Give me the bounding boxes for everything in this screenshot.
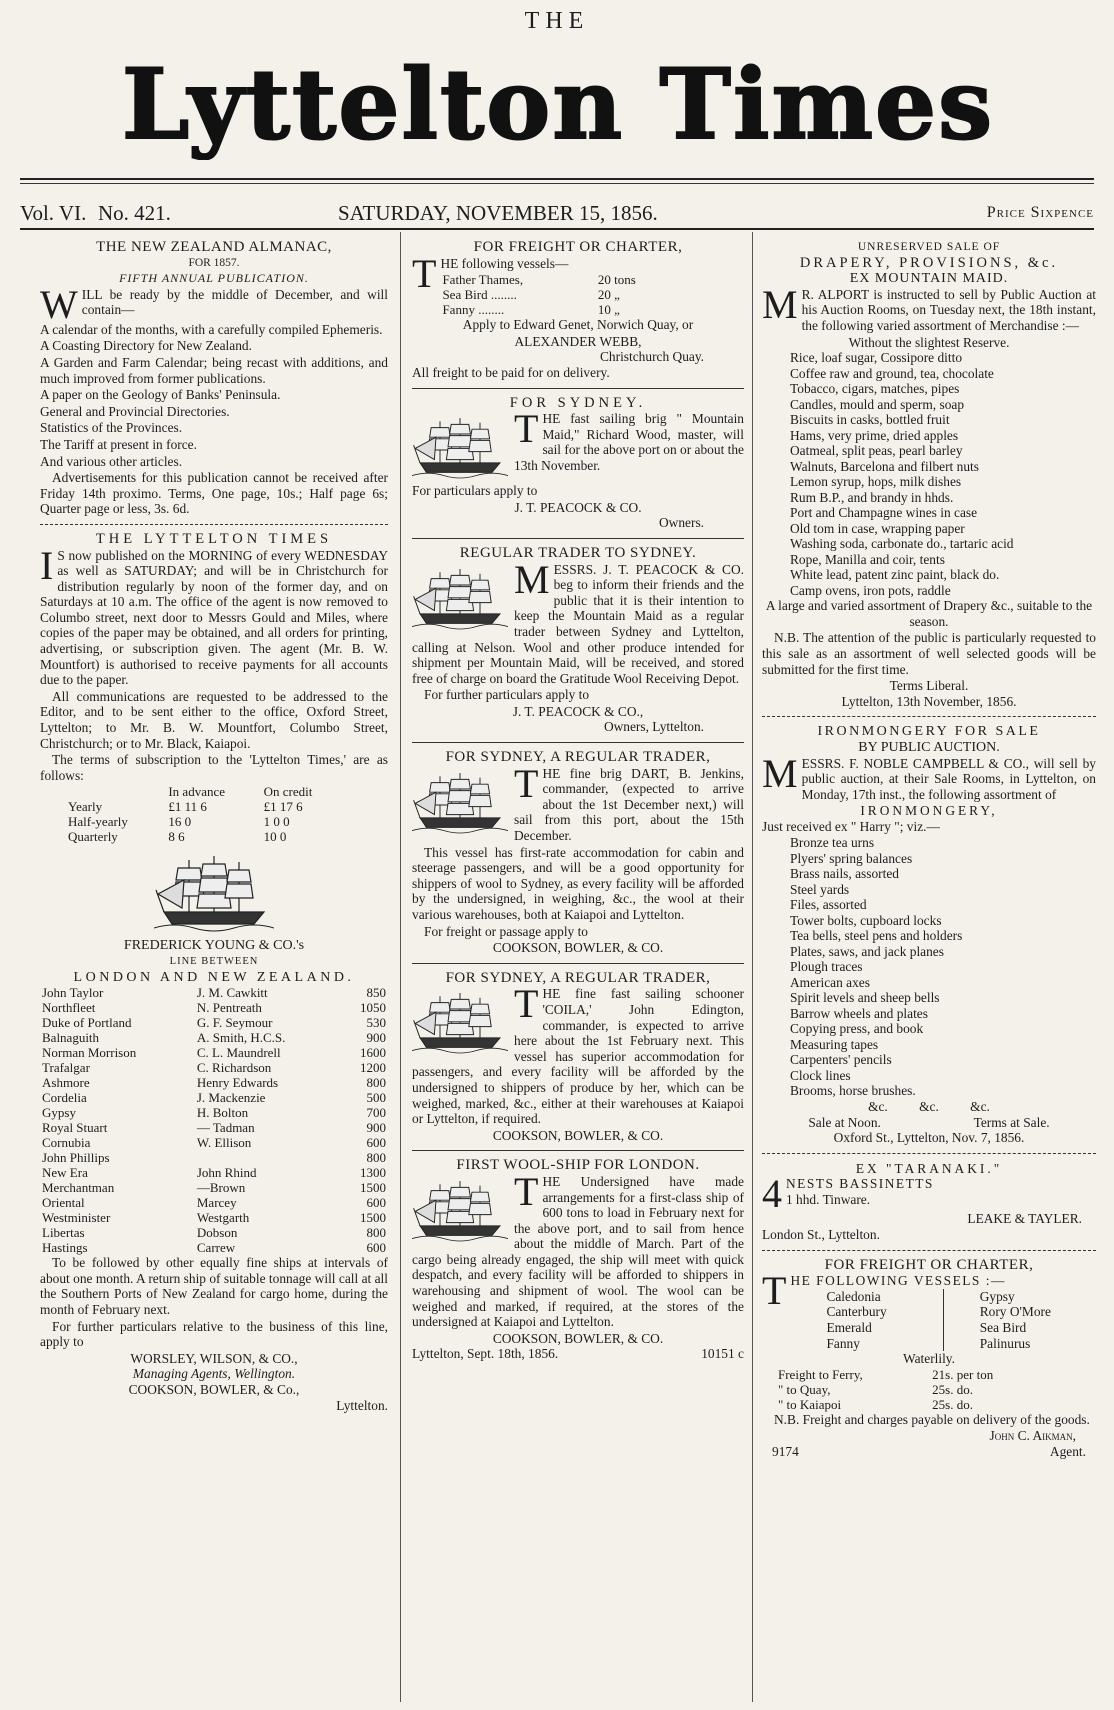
table-cell: " to Quay, <box>778 1381 831 1397</box>
table-row <box>776 1397 1043 1412</box>
coila-body <box>412 981 744 1143</box>
list-item: Rice, loaf sugar, Cossipore ditto <box>790 350 963 366</box>
almanac-year: FOR 1857. <box>188 256 240 269</box>
table-row <box>40 1105 388 1120</box>
table-cell: Quarterly <box>68 829 118 845</box>
table-cell: A. Smith, H.C.S. <box>196 1030 286 1046</box>
drop-cap: M <box>762 750 798 796</box>
fc2-intro: HE FOLLOWING VESSELS :— <box>790 1273 1006 1289</box>
fc2-nb: N.B. Freight and charges payable on delivery of the goods. <box>774 1411 1090 1427</box>
coila-heading: FOR SYDNEY, A REGULAR TRADER, <box>445 969 711 986</box>
list-item: Plough traces <box>790 959 863 975</box>
table-cell: 25s. do. <box>932 1381 973 1397</box>
table-row <box>40 1225 388 1240</box>
table-cell: 500 <box>366 1090 386 1106</box>
regular-apply: For further particulars apply to <box>424 687 590 703</box>
coila-agent: COOKSON, BOWLER, & CO. <box>492 1127 664 1143</box>
regular-body <box>412 556 744 736</box>
iron-terms: Terms at Sale. <box>973 1114 1050 1130</box>
fy-agent-2: COOKSON, BOWLER, & Co., <box>128 1381 300 1397</box>
table-row <box>40 1120 388 1135</box>
table-row <box>40 1210 388 1225</box>
masthead-rule-top <box>20 178 1094 180</box>
table-cell: Merchantman <box>42 1180 115 1196</box>
sydney-agent: J. T. PEACOCK & CO. <box>514 499 642 515</box>
table-cell: 20 tons <box>597 272 636 288</box>
dart-body <box>412 760 744 956</box>
drop-cap: T <box>412 250 437 296</box>
table-cell: John Rhind <box>196 1165 257 1181</box>
list-item: Caledonia <box>826 1288 881 1304</box>
drapery-text: R. ALPORT is instructed to sell by Public Auction at his Auction Rooms, on Tuesday next, the 18th instant, the following varied assortment of Merchandise :— <box>801 286 1096 333</box>
ship-illustration <box>154 850 274 932</box>
regular-heading: REGULAR TRADER TO SYDNEY. <box>459 544 697 561</box>
fc1-agent: ALEXANDER WEBB, <box>514 333 642 349</box>
drop-cap: M <box>762 281 798 327</box>
ship-illustration <box>412 1174 508 1244</box>
masthead <box>0 0 1114 198</box>
drapery-preheading: UNRESERVED SALE OF <box>857 241 1001 253</box>
drapery-date: Lyttelton, 13th November, 1856. <box>841 693 1017 709</box>
table-cell: 10 „ <box>597 302 620 318</box>
coila-text: HE fine fast sailing schooner 'COILA,' John Edington, commander, is expected to arrive here about the 1st February next. This vessel has superior accommodation for passengers, and every facility will be afforded by the undersigned to shippers of produce by her, which can be weighed, marked, &c., either at their warehouses at Kaiapoi or Lyttelton, if required. <box>412 986 744 1127</box>
table-cell: Ashmore <box>42 1075 90 1091</box>
list-item: Biscuits in casks, bottled fruit <box>790 412 950 428</box>
table-cell: W. Ellison <box>196 1135 252 1151</box>
list-item: Canterbury <box>826 1304 887 1320</box>
table-cell: N. Pentreath <box>196 1000 262 1016</box>
table-cell: Marcey <box>196 1195 237 1211</box>
table-row <box>776 1367 1043 1382</box>
table-row <box>40 1090 388 1105</box>
divider <box>412 742 744 743</box>
issue-number: No. 421. <box>98 201 171 225</box>
col-header: In advance <box>168 784 226 800</box>
table-cell: H. Bolton <box>196 1105 249 1121</box>
table-cell: Duke of Portland <box>42 1015 132 1031</box>
wool-number: 10151 c <box>701 1346 744 1362</box>
table-cell: Cordelia <box>42 1090 87 1106</box>
table-cell: 600 <box>366 1135 386 1151</box>
almanac-heading: THE NEW ZEALAND ALMANAC, <box>96 240 332 255</box>
dart-heading: FOR SYDNEY, A REGULAR TRADER, <box>445 749 711 766</box>
newspaper-title <box>18 50 1098 160</box>
ship-table <box>40 985 388 1255</box>
iron-etc: &c. &c. &c. <box>868 1098 990 1114</box>
list-item: Brass nails, assorted <box>790 866 899 882</box>
divider <box>412 1150 744 1151</box>
table-cell: — Tadman <box>196 1120 255 1136</box>
list-item: The Tariff at present in force. <box>40 436 197 452</box>
table-row <box>66 829 344 844</box>
table-row <box>40 1060 388 1075</box>
list-item: Walnuts, Barcelona and filbert nuts <box>790 458 979 474</box>
table-cell: G. F. Seymour <box>196 1015 273 1031</box>
date-rule <box>20 228 1094 230</box>
table-row <box>40 1030 388 1045</box>
list-item: Sea Bird <box>979 1319 1027 1335</box>
list-item: A Coasting Directory for New Zealand. <box>40 338 252 354</box>
table-cell: Father Thames, <box>442 272 524 288</box>
fy-subheading: LINE BETWEEN <box>169 956 259 967</box>
table-cell: 10 0 <box>263 829 287 845</box>
volume: Vol. VI. <box>20 201 87 225</box>
drop-cap: I <box>40 542 54 588</box>
table-row <box>40 1165 388 1180</box>
fc2-agent: John C. Aikman, <box>989 1428 1076 1444</box>
table-cell: £1 11 6 <box>168 799 207 815</box>
fc2-waterlily: Waterlily. <box>903 1351 955 1367</box>
regular-owners: Owners, Lyttelton. <box>603 719 704 735</box>
list-item: Rum B.P., and brandy in hhds. <box>790 489 954 505</box>
almanac-notice: Advertisements for this publication cannot be received after Friday 14th proximo. Terms, One page, 10s.; Half page 6s; Quarter page or less, 3s. 6d. <box>40 470 388 517</box>
table-cell: Freight to Ferry, <box>778 1366 863 1382</box>
fy-agent-role: Managing Agents, Wellington. <box>132 1366 296 1382</box>
taranaki-line-2: 1 hhd. Tinware. <box>786 1191 871 1207</box>
table-row <box>66 799 344 814</box>
table-cell: Gypsy <box>42 1105 76 1121</box>
list-item: Plyers' spring balances <box>790 850 913 866</box>
list-item: Barrow wheels and plates <box>790 1005 928 1021</box>
list-item: American axes <box>790 974 870 990</box>
table-cell: J. M. Cawkitt <box>196 985 268 1001</box>
list-item: Rory O'More <box>979 1304 1051 1320</box>
list-item: Candles, mould and sperm, soap <box>790 396 965 412</box>
table-cell: Trafalgar <box>42 1060 90 1076</box>
list-item: Port and Champagne wines in case <box>790 505 978 521</box>
fc1-heading: FOR FREIGHT OR CHARTER, <box>473 240 683 255</box>
table-row <box>40 1240 388 1255</box>
table-cell: 25s. do. <box>932 1396 973 1412</box>
list-item: A calendar of the months, with a carefully compiled Ephemeris. <box>40 321 383 337</box>
list-item: Oatmeal, split peas, pearl barley <box>790 443 963 459</box>
table-cell: Hastings <box>42 1240 88 1256</box>
almanac-intro: ILL be ready by the middle of December, and will contain— <box>81 286 388 318</box>
fc1-apply: Apply to Edward Genet, Norwich Quay, or <box>462 317 694 333</box>
table-cell: Fanny ........ <box>442 302 505 318</box>
ship-illustration <box>412 986 508 1056</box>
fy-agent-place: Lyttelton. <box>336 1397 388 1413</box>
fc1-vessels <box>440 272 672 317</box>
table-row <box>776 1382 1043 1397</box>
taranaki-line-1: NESTS BASSINETTS <box>786 1176 934 1192</box>
list-item: Carpenters' pencils <box>790 1052 892 1068</box>
table-cell: 900 <box>366 1030 386 1046</box>
table-cell: 1600 <box>360 1045 386 1061</box>
drop-cap: W <box>40 281 78 327</box>
fc1-intro: HE following vessels— <box>440 255 569 271</box>
list-item: Old tom in case, wrapping paper <box>790 520 965 536</box>
divider <box>762 1153 1096 1154</box>
table-row <box>40 1135 388 1150</box>
masthead-the: THE <box>524 8 590 34</box>
list-item: Coffee raw and ground, tea, chocolate <box>790 365 994 381</box>
fy-route: LONDON AND NEW ZEALAND. <box>73 969 355 985</box>
table-cell: 1300 <box>360 1165 386 1181</box>
ship-illustration <box>412 766 508 836</box>
drapery-subheading: EX MOUNTAIN MAID. <box>849 271 1009 287</box>
ship-illustration <box>412 411 508 481</box>
drop-cap: T <box>514 981 539 1027</box>
iron-received: Just received ex " Harry "; viz.— <box>762 818 940 834</box>
sydney-apply: For particulars apply to <box>412 483 538 499</box>
table-cell: £1 17 6 <box>263 799 303 815</box>
table-row <box>440 272 672 287</box>
table-cell: Carrew <box>196 1240 236 1256</box>
list-item: Tea bells, steel pens and holders <box>790 928 963 944</box>
table-cell: Royal Stuart <box>42 1120 108 1136</box>
table-cell: 800 <box>366 1225 386 1241</box>
table-cell: 700 <box>366 1105 386 1121</box>
table-cell: 1 0 0 <box>263 814 290 830</box>
table-cell: 850 <box>366 985 386 1001</box>
drapery-nb: N.B. The attention of the public is particularly requested to this sale as an assortment of well selected goods will be submitted for the first time. <box>762 630 1096 677</box>
taranaki-address: London St., Lyttelton. <box>762 1226 880 1242</box>
table-cell: 1200 <box>360 1060 386 1076</box>
table-row <box>440 302 672 317</box>
sydney-heading: FOR SYDNEY. <box>509 394 647 411</box>
list-item: Bronze tea urns <box>790 835 875 851</box>
sydney-owners: Owners. <box>659 515 704 531</box>
divider <box>40 524 388 525</box>
table-row <box>40 1075 388 1090</box>
iron-text: ESSRS. F. NOBLE CAMPBELL & CO., will sell by public auction, at their Sale Rooms, in Lyttelton, on Monday, 17th inst., the following assortment of <box>801 755 1096 802</box>
drapery-terms: Terms Liberal. <box>889 678 969 694</box>
table-cell: John Taylor <box>42 985 104 1001</box>
date-bar <box>20 198 1094 226</box>
issue-date: SATURDAY, NOVEMBER 15, 1856. <box>338 201 658 225</box>
table-cell: Northfleet <box>42 1000 96 1016</box>
list-item: Rope, Manilla and coir, tents <box>790 551 945 567</box>
list-item: Emerald <box>826 1319 872 1335</box>
table-row <box>40 1180 388 1195</box>
wool-text: HE Undersigned have made arrangements for a first-class ship of 600 tons to load in February next for the above port, and to sail from hence about the middle of March. Part of the cargo being already engaged, the ship will meet with quick despatch, and every facility will be afforded to shippers in warehousing and shipment of wool. The wool can be weighed and marked, if required, at the stores of the undersigned at Kaiapoi and Lyttelton. <box>412 1173 744 1330</box>
table-cell: 600 <box>366 1195 386 1211</box>
fc2-heading: FOR FREIGHT OR CHARTER, <box>824 1256 1034 1273</box>
fc2-vessels <box>790 1289 1096 1351</box>
table-cell: 800 <box>366 1075 386 1091</box>
iron-sale: Sale at Noon. <box>808 1114 881 1130</box>
table-cell: Half-yearly <box>68 814 128 830</box>
taranaki-body <box>762 1171 1096 1242</box>
drapery-heading: DRAPERY, PROVISIONS, &c. <box>799 254 1059 271</box>
lt-terms: The terms of subscription to the 'Lyttelton Times,' are as follows: <box>40 752 388 783</box>
table-cell: C. Richardson <box>196 1060 272 1076</box>
table-row <box>40 1150 388 1165</box>
table-cell: 20 „ <box>597 287 620 303</box>
drop-cap: T <box>514 1168 539 1214</box>
list-item: Palinurus <box>979 1335 1031 1351</box>
divider <box>762 716 1096 717</box>
list-item: A paper on the Geology of Banks' Peninsula. <box>40 387 281 403</box>
divider <box>412 538 744 539</box>
table-cell: Henry Edwards <box>196 1075 279 1091</box>
table-cell: 800 <box>366 1150 386 1166</box>
fc2-agent-title: Agent. <box>1049 1443 1086 1459</box>
table-cell: Libertas <box>42 1225 85 1241</box>
fy-apply: For further particulars relative to the business of this line, apply to <box>40 1318 388 1350</box>
table-cell: " to Kaiapoi <box>778 1396 842 1412</box>
drapery-large: A large and varied assortment of Drapery &c., suitable to the season. <box>765 598 1093 629</box>
table-cell: John Phillips <box>42 1150 110 1166</box>
iron-list <box>762 835 1096 1099</box>
table-row <box>40 1015 388 1030</box>
table-cell <box>195 1150 341 1165</box>
fc2-freight <box>776 1367 1043 1412</box>
almanac-body <box>40 281 388 517</box>
table-cell: New Era <box>42 1165 88 1181</box>
table-cell: 16 0 <box>168 814 192 830</box>
almanac-subheading: FIFTH ANNUAL PUBLICATION. <box>119 271 309 286</box>
table-row <box>40 1000 388 1015</box>
table-cell: 600 <box>366 1240 386 1256</box>
wool-agent: COOKSON, BOWLER, & CO. <box>492 1330 664 1346</box>
drapery-body <box>762 281 1096 710</box>
dart-apply: For freight or passage apply to <box>424 923 588 939</box>
table-cell: Yearly <box>68 799 103 815</box>
list-item: White lead, patent zinc paint, black do. <box>790 567 1000 583</box>
list-item: Lemon syrup, hops, milk dishes <box>790 474 962 490</box>
list-item: Tobacco, cigars, matches, pipes <box>790 381 960 397</box>
wool-place: Lyttelton, Sept. 18th, 1856. <box>412 1346 559 1362</box>
table-row <box>440 287 672 302</box>
table-cell: Balnaguith <box>42 1030 100 1046</box>
list-item: Measuring tapes <box>790 1036 879 1052</box>
fy-heading: FREDERICK YOUNG & CO.'s <box>123 938 305 954</box>
dart-text-2: This vessel has first-rate accommodation for cabin and steerage passengers, and will be a good opportunity for shippers of wool to Sydney, as every facility will be afforded by the undersigned, in weighing, &c., the wool at their various warehouses, both at Kaiapoi and Lyttelton. <box>412 844 744 922</box>
list-item: Brooms, horse brushes. <box>790 1083 916 1099</box>
list-item: Fanny <box>826 1335 860 1351</box>
table-cell: 530 <box>366 1015 386 1031</box>
table-cell: 1500 <box>360 1180 386 1196</box>
drop-cap: 4 <box>762 1171 782 1217</box>
table-cell: 1050 <box>360 1000 386 1016</box>
subscription-table <box>66 784 344 844</box>
col-header: On credit <box>263 784 313 800</box>
iron-subheading: BY PUBLIC AUCTION. <box>858 739 1000 755</box>
table-row <box>40 985 388 1000</box>
lt-body-block <box>40 542 388 784</box>
wool-heading: FIRST WOOL-SHIP FOR LONDON. <box>456 1157 700 1174</box>
sydney-text: HE fast sailing brig " Mountain Maid," Richard Wood, master, will sail for the above port on or about the 13th November. <box>514 411 744 473</box>
list-item: Statistics of the Provinces. <box>40 420 183 436</box>
list-item: Spirit levels and sheep bells <box>790 990 940 1006</box>
table-cell: 1500 <box>360 1210 386 1226</box>
list-item: Gypsy <box>979 1288 1015 1304</box>
list-item: Tower bolts, cupboard locks <box>790 912 942 928</box>
table-cell: 21s. per ton <box>932 1366 994 1382</box>
column-3 <box>762 240 1096 1700</box>
list-item: Hams, very prime, dried apples <box>790 427 959 443</box>
lt-body: S now published on the MORNING of every WEDNESDAY as well as SATURDAY; and will be in Christchurch for distribution regularly by noon of the former day, and on Saturdays at 10 a.m. The office of the agent is now removed to Columbo street, next door to Messrs Gould and Miles, where copies of the paper may be obtained, and all orders for printing, advertising, or subscription given. The agent (Mr. B. W. Mountfort) is authorised to receive payments for all accounts due to the paper. <box>40 547 388 688</box>
table-cell: Norman Morrison <box>42 1045 137 1061</box>
table-row <box>40 1045 388 1060</box>
divider <box>412 388 744 389</box>
fc1-address: Christchurch Quay. <box>600 349 704 365</box>
iron-heading: IRONMONGERY FOR SALE <box>817 724 1041 740</box>
iron-heading-2: IRONMONGERY, <box>860 803 998 819</box>
regular-agent: J. T. PEACOCK & CO., <box>512 703 644 719</box>
taranaki-agent: LEAKE & TAYLER. <box>967 1211 1082 1227</box>
lt-heading: THE LYTTELTON TIMES <box>95 530 333 547</box>
regular-text: ESSRS. J. T. PEACOCK & CO. beg to inform their friends and the public that it is their intention to keep the Mountain Maid as a regular trader between Sydney and Lyttelton, calling at Nelson. Wool and other produce intended for shipment per Mountain Maid, will be received, and stored free of charge on board the Gratitude Wool Receiving Depot. <box>412 561 744 686</box>
list-item: Clock lines <box>790 1067 851 1083</box>
table-cell: Cornubia <box>42 1135 91 1151</box>
table-cell: Westminister <box>42 1210 111 1226</box>
table-cell: Dobson <box>196 1225 238 1241</box>
drop-cap: T <box>514 406 539 452</box>
list-item: Plates, saws, and jack planes <box>790 943 944 959</box>
list-item: Washing soda, carbonate do., tartaric acid <box>790 536 1014 552</box>
fc2-number: 9174 <box>772 1443 799 1459</box>
iron-date: Oxford St., Lyttelton, Nov. 7, 1856. <box>833 1130 1025 1146</box>
column-1 <box>40 240 388 1700</box>
newspaper-title-text: Lyttelton Times <box>121 50 995 160</box>
list-item: And various other articles. <box>40 453 183 469</box>
table-cell: J. Mackenzie <box>196 1090 266 1106</box>
sydney-body <box>412 406 744 531</box>
drop-cap: M <box>514 556 550 602</box>
divider <box>412 963 744 964</box>
divider <box>762 1250 1096 1251</box>
fc1-note: All freight to be paid for on delivery. <box>412 364 610 380</box>
dart-text: HE fine brig DART, B. Jenkins, commander, (expected to arrive about the 1st December next,) will sail from this port, about the 15th December. <box>514 765 744 844</box>
fy-agent: WORSLEY, WILSON, & CO., <box>130 1350 298 1366</box>
list-item: Files, assorted <box>790 897 867 913</box>
fy-followed: To be followed by other equally fine ships at intervals of about one month. A return ship of suitable tonnage will call at all the Southern Ports of New Zealand for cargo home, during the month of February next. <box>40 1255 388 1317</box>
masthead-rule-bottom <box>20 183 1094 184</box>
table-row <box>66 814 344 829</box>
drapery-list <box>762 350 1096 598</box>
list-item: Steel yards <box>790 881 850 897</box>
taranaki-heading: EX "TARANAKI." <box>855 1160 1003 1176</box>
price: Price Sixpence <box>986 204 1094 221</box>
lt-communications: All communications are requested to be addressed to the Editor, and to be sent either to the office, Oxford Street, Lyttelton; to Mr. B. W. Mountfort, Columbo Street, Christchurch; or to Mr. Black, Kaiapoi. <box>40 688 388 751</box>
list-item: Camp ovens, iron pots, raddle <box>790 582 951 598</box>
column-2 <box>412 240 744 1700</box>
list-item: Copying press, and book <box>790 1021 924 1037</box>
table-cell: Oriental <box>42 1195 85 1211</box>
wool-body <box>412 1168 744 1362</box>
table-cell: Westgarth <box>196 1210 250 1226</box>
table-cell: 900 <box>366 1120 386 1136</box>
table-row <box>40 1195 388 1210</box>
table-cell: Sea Bird ........ <box>442 287 517 303</box>
column-rule-2 <box>752 232 753 1702</box>
list-item: General and Provincial Directories. <box>40 403 230 419</box>
ship-illustration <box>412 562 508 632</box>
drapery-reserve: Without the slightest Reserve. <box>848 334 1010 350</box>
dart-agent: COOKSON, BOWLER, & CO. <box>492 940 664 956</box>
table-cell: C. L. Maundrell <box>196 1045 281 1061</box>
fc2-body <box>762 1268 1096 1459</box>
fc1-body <box>412 250 744 381</box>
drop-cap: T <box>762 1268 787 1314</box>
iron-body <box>762 750 1096 1146</box>
column-rule-1 <box>400 232 401 1702</box>
list-item: A Garden and Farm Calendar; being recast with additions, and much improved from former publications. <box>40 354 388 386</box>
drop-cap: T <box>514 760 539 806</box>
table-cell: —Brown <box>196 1180 246 1196</box>
table-cell: 8 6 <box>168 829 185 845</box>
